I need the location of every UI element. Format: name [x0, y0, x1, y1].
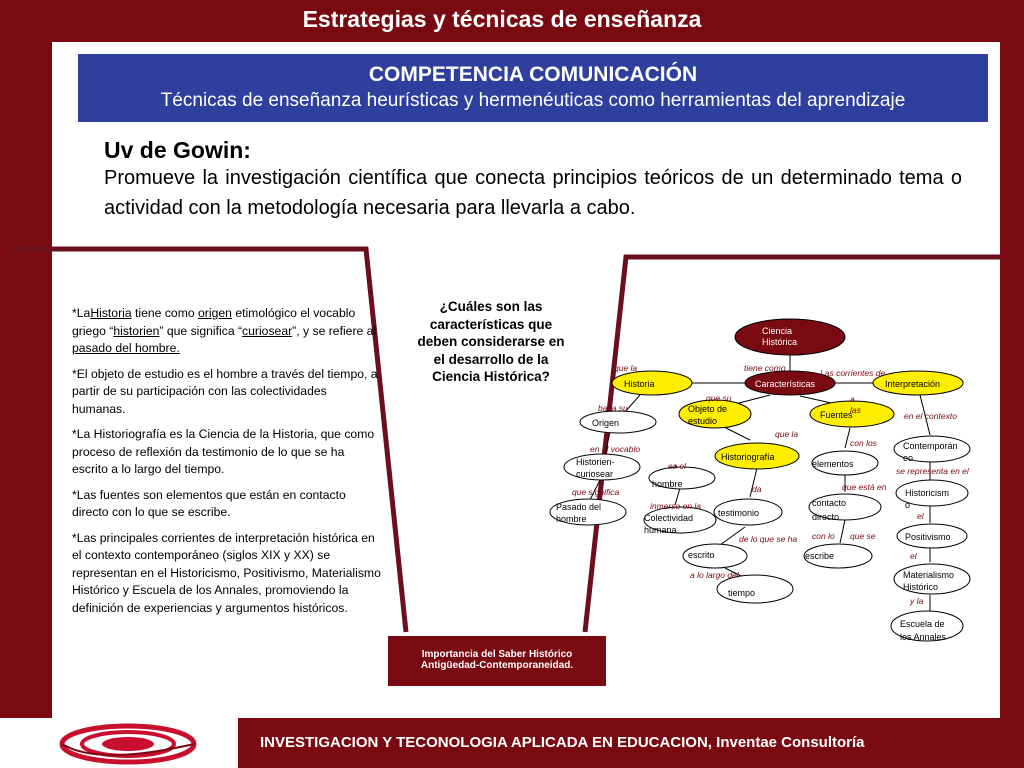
link-label: se representa en el [896, 466, 969, 476]
svg-text:directo: directo [812, 512, 840, 522]
node-escribe [804, 544, 872, 568]
uv-description: Promueve la investigación científica que conecta principios teóricos de un determinado tema o actividad con la metodología necesaria para llevarla a cabo. [104, 167, 962, 219]
svg-text:Materialismo: Materialismo [903, 570, 955, 580]
node-materialismo [894, 564, 970, 594]
focus-question: ¿Cuáles son las características que deben considerarse en el desarrollo de la Ciencia Histórica? [417, 299, 565, 384]
svg-text:hombre: hombre [652, 479, 683, 489]
node-escuela-annales [891, 611, 963, 642]
svg-text:Historicism: Historicism [905, 488, 949, 498]
link-label: el [917, 511, 924, 521]
link-label: que se [850, 531, 876, 541]
svg-text:Positivismo: Positivismo [905, 532, 951, 542]
node-interpretacion [873, 371, 963, 395]
link-label: y la [910, 596, 924, 606]
node-historien [564, 454, 640, 480]
svg-text:Características: Características [755, 379, 816, 389]
node-contemporaneo [894, 436, 970, 463]
importance-line2: Antigüedad-Contemporaneidad. [420, 660, 574, 671]
link-label: el [910, 551, 917, 561]
svg-text:Histórica: Histórica [762, 337, 798, 347]
link-label: inmerso en la [650, 501, 702, 511]
banner-title: COMPETENCIA COMUNICACIÓN [368, 63, 698, 86]
paragraph-fuentes: *Las fuentes son elementos que están en contacto directo con lo que se escribe. [72, 487, 346, 519]
link-label: con los [850, 438, 877, 448]
page-title: Estrategias y técnicas de enseñanza [302, 6, 702, 32]
uv-title: Uv de Gowin: [104, 137, 251, 163]
link-label: que la [614, 363, 638, 373]
link-label: que significa [572, 487, 620, 497]
node-historiografia [715, 443, 799, 469]
link-label: que está en [842, 482, 887, 492]
paragraph-objeto: *El objeto de estudio es el hombre a través del tiempo, a partir de su participación con las colectividades humanas. [72, 366, 378, 416]
node-colectividad [644, 507, 716, 535]
svg-text:Historien-: Historien- [576, 457, 615, 467]
link-label: las [850, 405, 861, 415]
svg-text:elementos: elementos [812, 459, 854, 469]
link-label: a lo largo del [690, 570, 739, 580]
importance-line1: Importancia del Saber Histórico [421, 649, 573, 660]
svg-text:Histórico: Histórico [903, 582, 939, 592]
svg-text:escribe: escribe [805, 551, 835, 561]
link-label: da [752, 484, 762, 494]
svg-text:o: o [905, 500, 911, 510]
svg-text:Escuela de: Escuela de [900, 619, 945, 629]
svg-text:Contemporán: Contemporán [903, 441, 958, 451]
node-elementos [812, 451, 878, 475]
paragraph-corrientes: *Las principales corrientes de interpretación histórica en el contexto contemporáneo (siglos XIX y XX) se representan en el Historicismo, Positivismo, Materialismo Histórico y Escuela de los Annales, promoviendo la definición de experiencias y argumentos históricos. [72, 530, 381, 615]
node-origen [580, 411, 656, 433]
svg-text:hombre: hombre [556, 514, 587, 524]
svg-text:Ciencia: Ciencia [762, 326, 793, 336]
svg-text:Interpretación: Interpretación [885, 379, 941, 389]
node-objeto-estudio [679, 400, 751, 428]
footer-text: INVESTIGACION Y TECONOLOGIA APLICADA EN EDUCACION, Inventae Consultoría [260, 734, 865, 751]
svg-text:Fuentes: Fuentes [820, 410, 853, 420]
svg-text:curiosear: curiosear [576, 469, 614, 479]
link-label: con lo [812, 531, 835, 541]
svg-text:testimonio: testimonio [718, 508, 760, 518]
node-contacto-directo [809, 494, 881, 522]
svg-text:Historia: Historia [624, 379, 655, 389]
svg-text:tiempo: tiempo [728, 588, 756, 598]
link-label: en el contexto [904, 411, 957, 421]
banner-subtitle: Técnicas de enseñanza heurísticas y hermenéuticas como herramientas del aprendizaje [160, 90, 906, 111]
svg-text:estudio: estudio [688, 416, 718, 426]
link-label: Las corrientes de [820, 368, 886, 378]
link-label: de lo que se ha [739, 534, 798, 544]
paragraph-historia: *LaHistoria tiene como origen etimológico el vocablo griego “historien” que significa “curiosear”, y se refiere al pasado del hombre. [72, 306, 377, 355]
svg-text:contacto: contacto [812, 498, 847, 508]
link-label: que su [706, 393, 732, 403]
node-escrito [683, 544, 747, 568]
svg-text:Historiografía: Historiografía [721, 452, 775, 462]
link-label: en el vocablo [590, 444, 641, 454]
link-label: tiene como [744, 363, 786, 373]
company-logo-icon [58, 722, 198, 766]
link-label: a [850, 394, 855, 404]
node-positivismo [897, 524, 967, 548]
svg-text:humana: humana [644, 525, 677, 535]
node-historia [612, 371, 692, 395]
link-label: basa su [598, 403, 628, 413]
svg-text:escrito: escrito [688, 550, 715, 560]
svg-text:Origen: Origen [592, 418, 620, 428]
node-historicismo [896, 480, 968, 510]
svg-text:Colectividad: Colectividad [644, 513, 694, 523]
svg-text:eo: eo [903, 453, 914, 463]
svg-text:Objeto de: Objeto de [688, 404, 728, 414]
svg-text:los Annales: los Annales [900, 632, 947, 642]
link-label: es el [668, 461, 686, 471]
paragraph-historiografia: *La Historiografía es la Ciencia de la Historia, que como proceso de reflexión da testimonio de lo que se ha escrito a lo largo del tiempo. [72, 427, 375, 476]
node-ciencia-historica [735, 319, 845, 355]
node-testimonio [714, 499, 782, 525]
link-label: que la [775, 429, 799, 439]
svg-text:Pasado del: Pasado del [556, 502, 602, 512]
node-pasado-hombre [550, 499, 626, 525]
